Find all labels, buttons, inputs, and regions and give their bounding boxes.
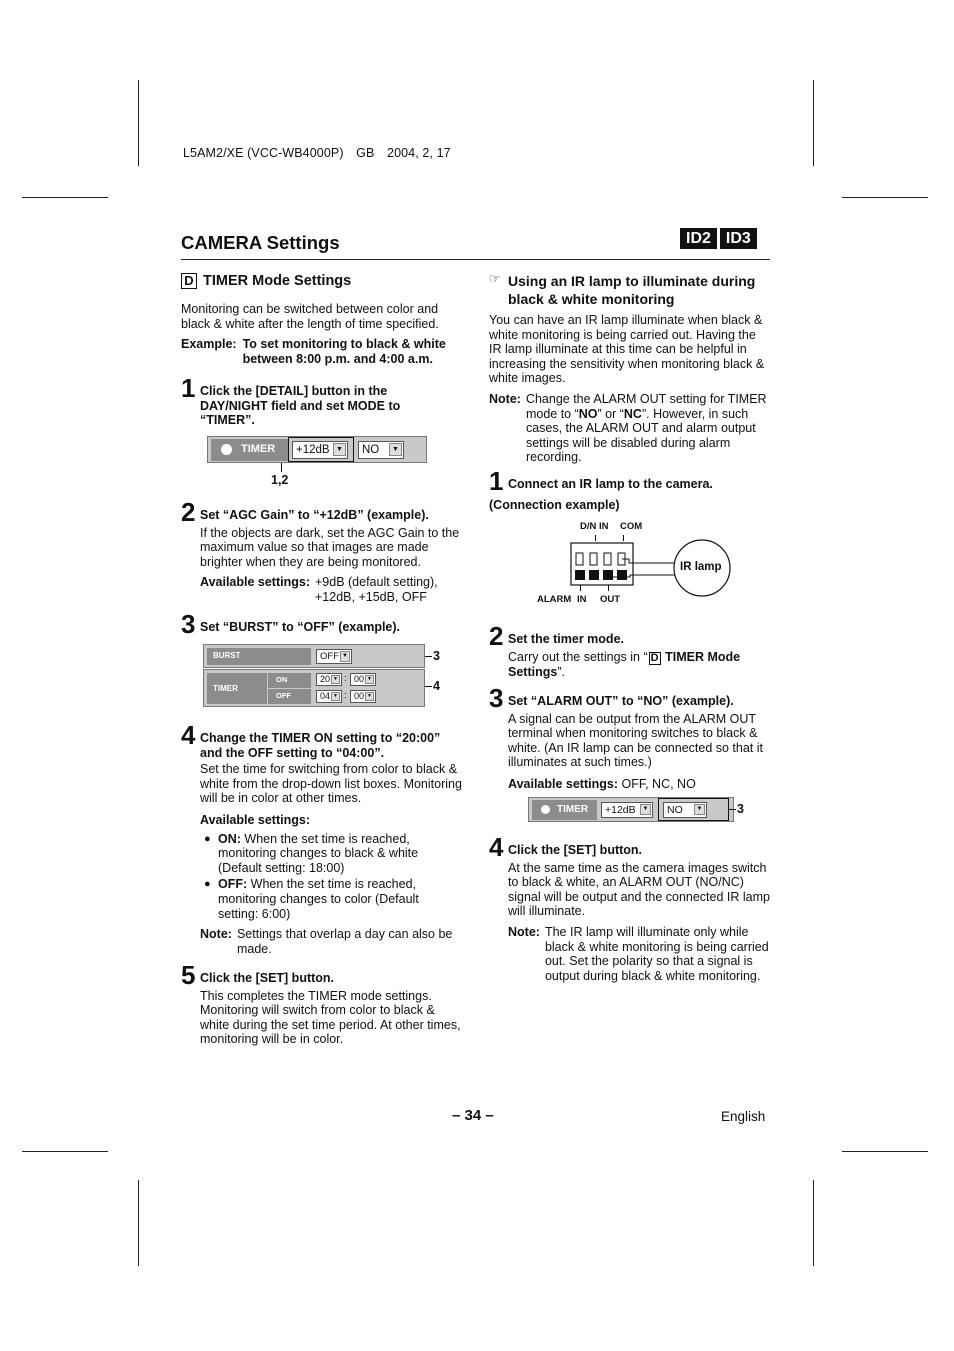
on-hour-select[interactable] (316, 673, 342, 686)
section-title: TIMER Mode Settings (203, 273, 352, 289)
step-title: Set “BURST” to “OFF” (example). (200, 620, 401, 634)
step-number: 2 (181, 497, 196, 527)
off-minute-select[interactable] (350, 690, 376, 703)
crop-mark (813, 80, 814, 166)
callout-line (281, 463, 282, 472)
step-body: This completes the TIMER mode settings. Monitoring will switch from color to black & white during the set time period. At other times, monitoring will be in color. (200, 988, 461, 1047)
step-body (508, 650, 768, 680)
crop-mark (138, 1180, 139, 1266)
callout-label: 3 (737, 802, 744, 816)
connection-diagram (530, 515, 740, 610)
agc-gain-select[interactable] (292, 441, 348, 459)
alarm-value: NO (667, 804, 683, 816)
radio-icon[interactable] (221, 444, 232, 455)
dropdown-arrow-icon: ▼ (340, 651, 350, 662)
tick-line (580, 585, 581, 591)
step-2 (200, 508, 462, 605)
body-text-2: ”. (557, 664, 565, 679)
timer-panel (203, 669, 425, 707)
off-hour-value: 04 (320, 691, 331, 701)
step-body: At the same time as the camera images switch to black & white, an ALARM OUT (NO/NC) signal will be output and the connected IR lamp will illuminate. (508, 860, 770, 919)
step-body: Set the time for switching from color to black & white from the drop-down list boxes. Monitoring will be in color at other times. (200, 762, 462, 806)
on-hour-value: 20 (320, 674, 331, 684)
section-heading (489, 272, 767, 308)
available-label: Available settings: (200, 812, 310, 827)
region-text: GB (356, 146, 375, 160)
intro-text: You can have an IR lamp illuminate when black & white monitoring is being carried out. Having the IR lamp illuminate at this time can be helpful in increasing the sensitivity when monitoring black & white images. (489, 313, 765, 386)
step-number: 1 (489, 466, 504, 496)
dropdown-arrow-icon: ▼ (333, 443, 346, 456)
list-item (200, 877, 462, 921)
callout-line (425, 686, 432, 687)
list-item-text (218, 832, 462, 876)
on-label-cell (268, 673, 311, 688)
note-label: Note: (508, 924, 540, 939)
bullet-icon: ● (204, 878, 211, 891)
step-number: 4 (489, 832, 504, 862)
step-number: 1 (181, 373, 196, 403)
available-values (315, 575, 438, 604)
left-column (181, 272, 461, 366)
note-no: NO (578, 406, 598, 421)
colon: : (344, 690, 347, 700)
radio-icon[interactable] (541, 805, 550, 814)
dropdown-arrow-icon: ▼ (640, 804, 651, 815)
step-title: Set “ALARM OUT” to “NO” (example). (508, 694, 734, 708)
model-text: L5AM2/XE (VCC-WB4000P) (183, 146, 344, 160)
right-column (489, 272, 767, 465)
agc-value: +12dB (296, 444, 330, 456)
note-text (526, 392, 767, 465)
dropdown-arrow-icon: ▼ (365, 692, 374, 701)
intro-text: Monitoring can be switched between color and black & white after the length of time specified. (181, 302, 439, 331)
crop-mark (842, 1151, 928, 1152)
list-item-text (218, 877, 462, 921)
example-label: Example: (181, 337, 237, 352)
mode-label: TIMER (241, 443, 276, 455)
note (200, 927, 462, 956)
id2-badge: ID2 (680, 228, 717, 249)
callout-line (425, 656, 432, 657)
step-number: 2 (489, 621, 504, 651)
step-5 (200, 971, 462, 1047)
off-text: When the set time is reached, monitoring changes to color (Default setting: 6:00) (218, 877, 419, 921)
available-label: Available settings: (200, 575, 310, 590)
note-label: Note: (489, 391, 521, 406)
step-4 (200, 731, 462, 956)
timer-label: TIMER (213, 684, 238, 693)
off-hour-select[interactable] (316, 690, 342, 703)
ir-lamp-label: IR lamp (680, 561, 722, 573)
note-text-1: Change the ALARM OUT setting for TIMER mode to “ (525, 391, 767, 421)
alarm-out-select[interactable] (663, 802, 707, 818)
agc-gain-select[interactable] (601, 802, 653, 818)
section-d-icon: D (181, 273, 197, 289)
on-label: ON (276, 675, 288, 684)
dropdown-arrow-icon: ▼ (694, 804, 705, 815)
step-body: If the objects are dark, set the AGC Gain to the maximum value so that images are made brighter when they are being monitored. (200, 525, 460, 569)
step-title: Click the [SET] button. (508, 843, 643, 857)
off-minute-value: 00 (354, 691, 365, 701)
body-bold: TIMER Mode Settings (508, 649, 741, 679)
id-badges (680, 228, 757, 249)
dropdown-arrow-icon: ▼ (331, 675, 340, 684)
note-text-3: ”. However, in such cases, the ALARM OUT and alarm output settings will be disabled during alarm recording. (525, 406, 756, 465)
crop-mark (22, 1151, 108, 1152)
step-4 (508, 843, 770, 983)
alarm-value: NO (362, 444, 380, 456)
available-values: OFF, NC, NO (621, 776, 696, 791)
available-line-1: +9dB (default setting), (315, 575, 438, 590)
off-label: OFF (276, 691, 291, 700)
step-title: Connect an IR lamp to the camera. (508, 477, 713, 491)
crop-mark (842, 197, 928, 198)
callout-line (728, 809, 736, 810)
step-title: Click the [SET] button. (200, 971, 335, 985)
crop-mark (138, 80, 139, 166)
note (508, 925, 770, 983)
page-number: – 34 – (452, 1107, 494, 1124)
dropdown-arrow-icon: ▼ (365, 675, 374, 684)
note-label: Note: (200, 927, 232, 942)
connection-label: (Connection example) (489, 498, 620, 512)
alarm-label: ALARM (537, 594, 572, 605)
available-line-2: +12dB, +15dB, OFF (315, 589, 427, 604)
tick-line (608, 585, 609, 591)
step-body: A signal can be output from the ALARM OUT terminal when monitoring switches to black & white. (An IR lamp can be connected so that it illuminates at such times.) (508, 711, 763, 770)
example (181, 337, 461, 366)
section-d-icon: D (649, 652, 661, 665)
available-settings (200, 575, 462, 604)
burst-panel (203, 644, 425, 668)
example-line-2: between 8:00 p.m. and 4:00 a.m. (242, 351, 433, 366)
step-number: 3 (489, 683, 504, 713)
callout-label: 3 (433, 649, 440, 663)
section-title: Using an IR lamp to illuminate during black & white monitoring (508, 273, 756, 307)
agc-value: +12dB (605, 804, 636, 816)
callout-label: 4 (433, 679, 440, 693)
pointing-hand-icon: ☞ (489, 271, 501, 286)
print-header (183, 146, 460, 160)
callout-label: 1,2 (271, 473, 289, 487)
body-text-1: Carry out the settings in “ (508, 649, 648, 664)
step-2 (508, 632, 768, 679)
note-text: Settings that overlap a day can also be made. (236, 927, 453, 956)
mode-label: TIMER (557, 804, 589, 815)
day-night-panel (528, 797, 734, 822)
alarm-out-select[interactable] (358, 441, 404, 459)
note-text: The IR lamp will illuminate only while black & white monitoring is being carried out. Set the polarity so that a signal is output during black & white monitoring. (544, 924, 769, 983)
language-label: English (721, 1109, 766, 1124)
available-label: Available settings: (508, 776, 618, 791)
step-title: Change the TIMER ON setting to “20:00” and the OFF setting to “04:00”. (200, 731, 441, 760)
crop-mark (813, 1180, 814, 1266)
colon: : (344, 673, 347, 683)
in-label: IN (577, 594, 587, 605)
page-title: CAMERA Settings (181, 232, 340, 253)
bullet-icon: ● (204, 832, 211, 845)
step-3 (508, 694, 770, 792)
step-number: 5 (181, 960, 196, 990)
title-rule (181, 259, 770, 260)
com-label: COM (620, 521, 643, 532)
crop-mark (22, 197, 108, 198)
example-text (243, 337, 446, 366)
on-text: When the set time is reached, monitoring changes to black & white (Default setting: 18:00) (218, 831, 419, 875)
step-number: 3 (181, 609, 196, 639)
step-title: Set “AGC Gain” to “+12dB” (example). (200, 508, 429, 522)
note (489, 392, 767, 465)
section-heading (181, 272, 461, 290)
day-night-panel (207, 436, 427, 463)
step-title: Click the [DETAIL] button in the DAY/NIGHT field and set MODE to “TIMER”. (200, 384, 401, 428)
on-minute-value: 00 (354, 674, 365, 684)
available-settings (508, 777, 770, 792)
step-number: 4 (181, 720, 196, 750)
burst-value: OFF (320, 651, 339, 662)
list-item (200, 832, 462, 876)
out-label: OUT (600, 594, 621, 605)
id3-badge: ID3 (720, 228, 757, 249)
dropdown-arrow-icon: ▼ (331, 692, 340, 701)
on-label: ON: (218, 831, 241, 846)
dropdown-arrow-icon: ▼ (389, 443, 402, 456)
off-label: OFF: (218, 877, 248, 892)
dn-in-label: D/N IN (580, 521, 609, 532)
note-text-2: ” or “ (597, 406, 624, 421)
burst-select[interactable] (316, 649, 352, 664)
note-nc: NC (623, 406, 642, 421)
date-text: 2004, 2, 17 (387, 146, 451, 160)
step-title: Set the timer mode. (508, 632, 624, 646)
on-minute-select[interactable] (350, 673, 376, 686)
burst-label: BURST (213, 651, 241, 660)
example-line-1: To set monitoring to black & white (242, 337, 446, 352)
